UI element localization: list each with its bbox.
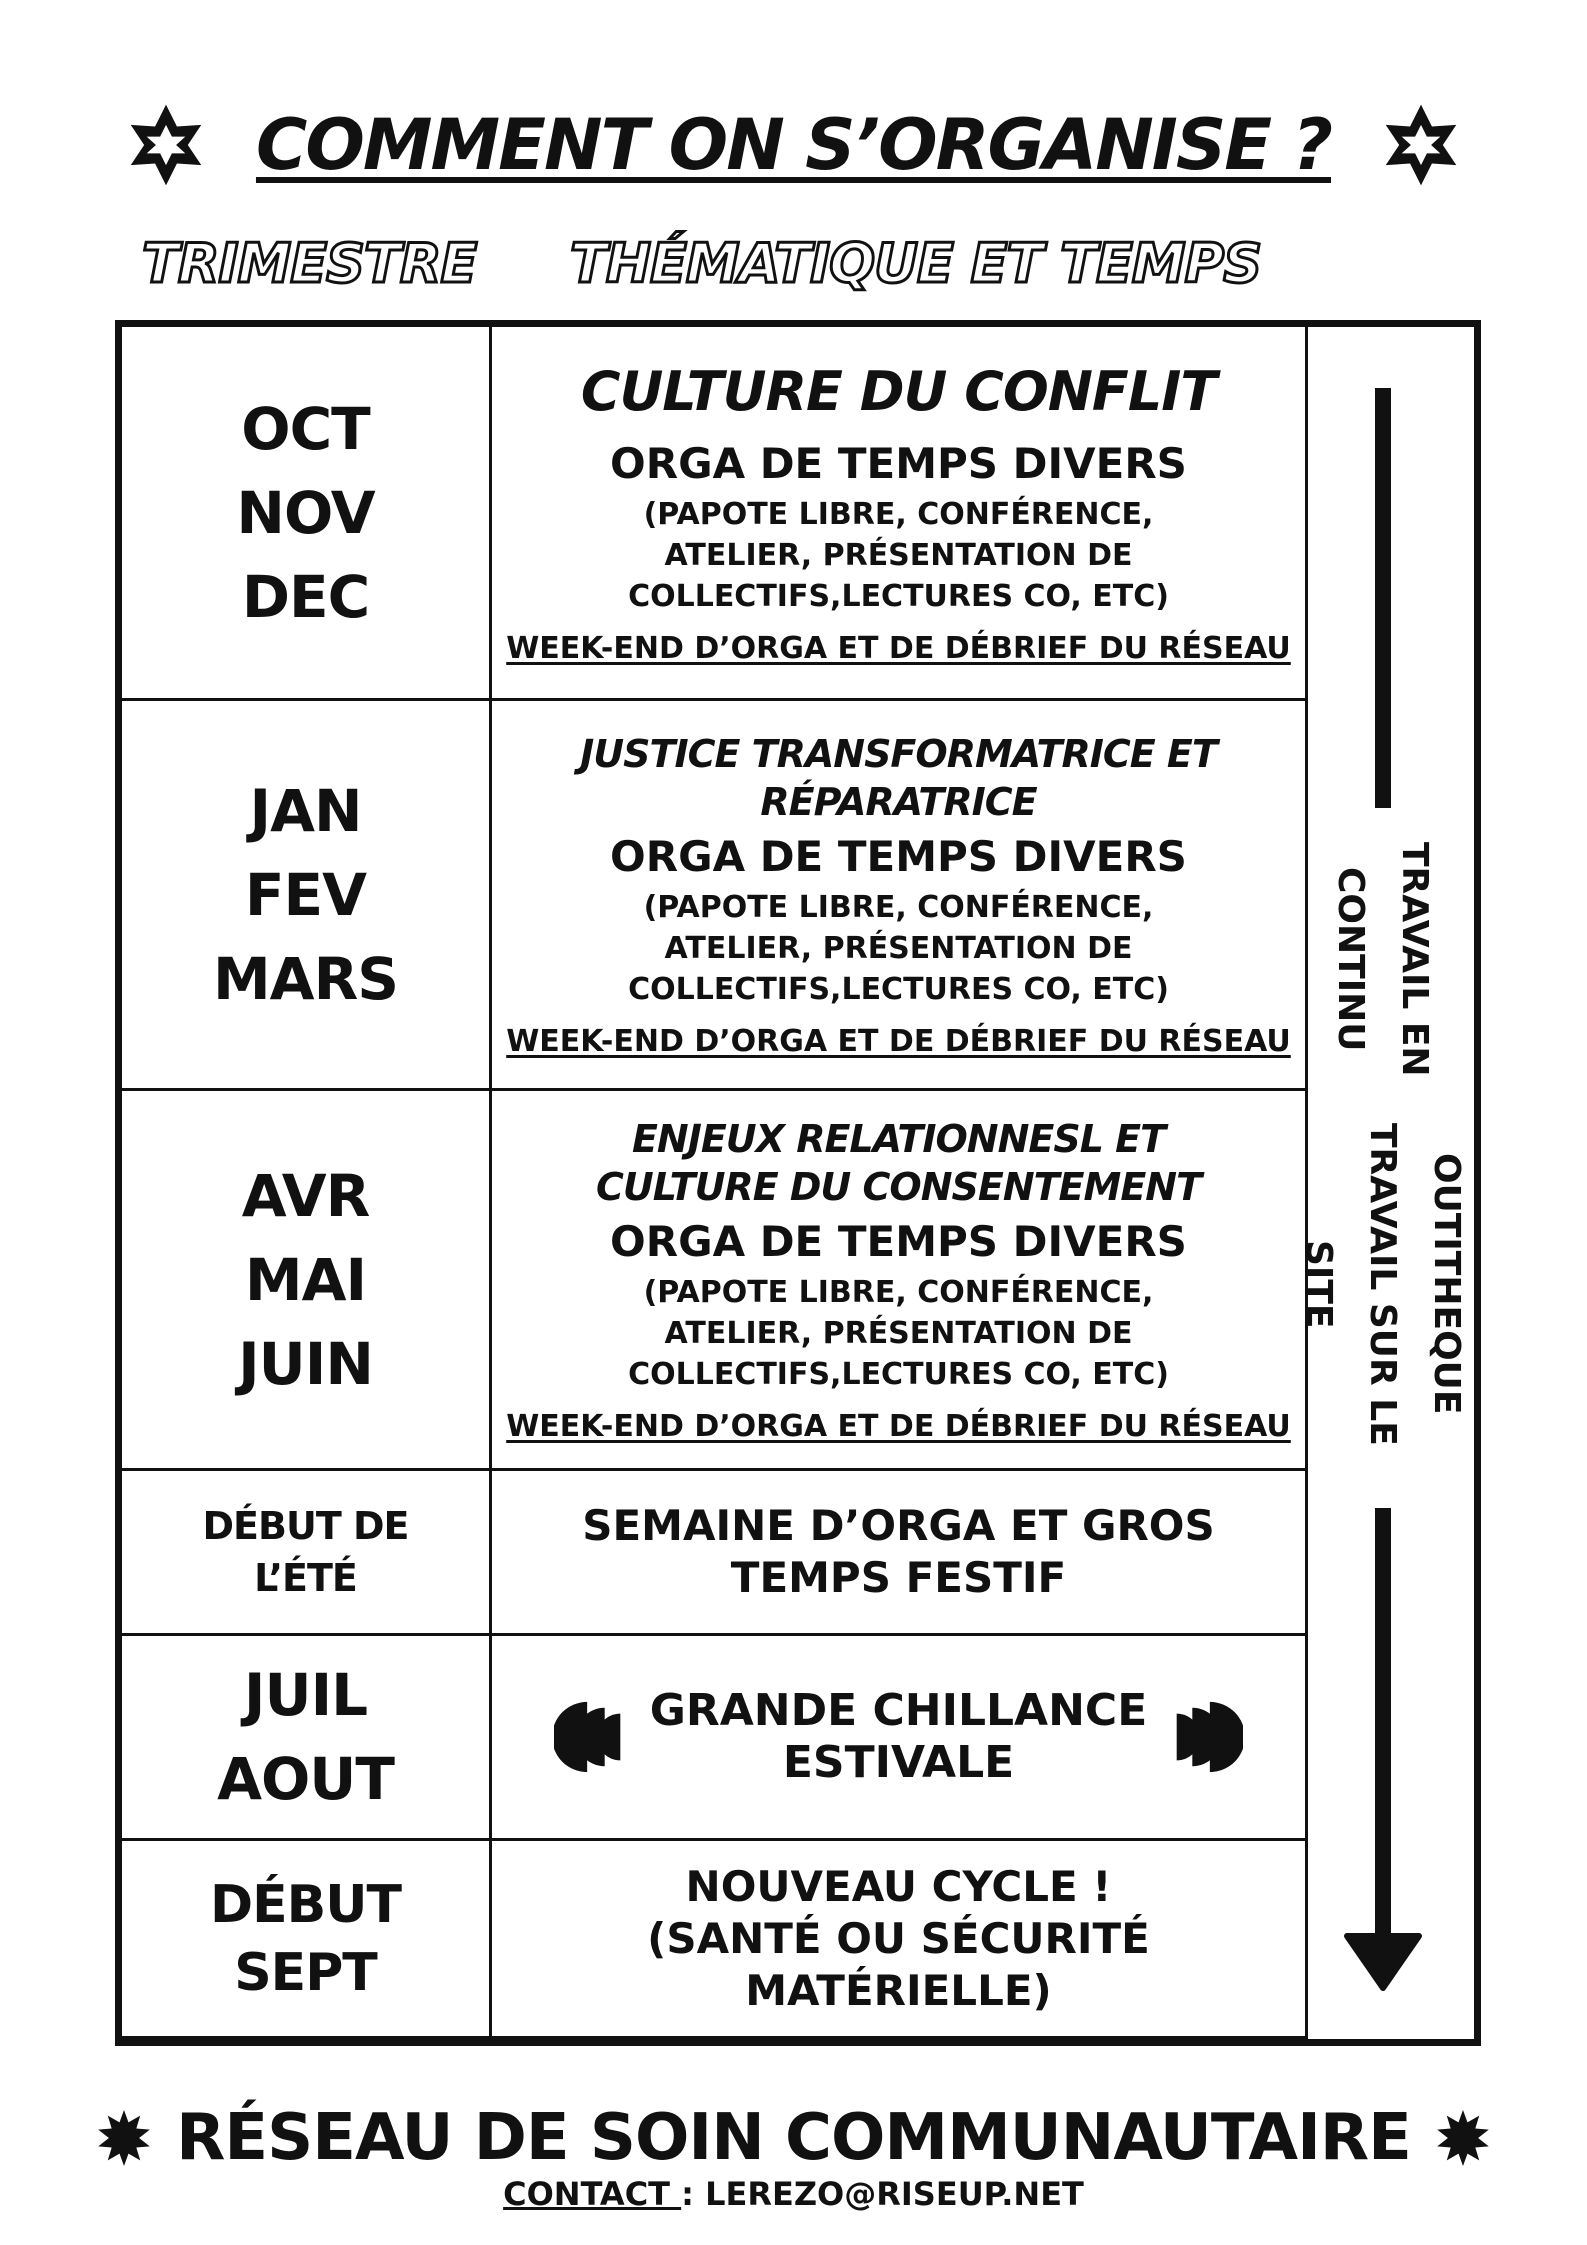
month-label: JAN: [249, 776, 362, 845]
theme-title: JUSTICE TRANSFORMATRICE ET: [580, 732, 1217, 776]
event-text: NOUVEAU CYCLE !: [685, 1861, 1112, 1911]
event-text: TEMPS FESTIF: [730, 1553, 1067, 1602]
schedule-table: [115, 320, 1481, 2046]
table-row: [122, 1091, 1305, 1471]
contact-email[interactable]: : LEREZO@RISEUP.NET: [681, 2175, 1084, 2213]
side-line: OUTITHEQUE TRAVAIL SUR LE SITE: [1298, 1122, 1467, 1446]
quarter-cell: [122, 1471, 492, 1633]
month-label: OCT: [241, 394, 370, 463]
table-row: [122, 1636, 1305, 1841]
contact-line: [0, 2175, 1587, 2213]
continuous-work-text: [1298, 835, 1467, 1485]
footer: [0, 2098, 1587, 2178]
theme-cell: [492, 1636, 1305, 1838]
burst-icon: [96, 2110, 152, 2166]
theme-title: CULTURE DU CONFLIT: [580, 359, 1217, 423]
theme-cell: [492, 1841, 1305, 2036]
arrow-shaft: [1375, 1508, 1391, 1948]
event-text: GRANDE CHILLANCE: [649, 1685, 1148, 1736]
month-label: JUIL: [243, 1661, 368, 1729]
month-label: SEPT: [234, 1942, 377, 2003]
quarter-cell: [122, 327, 492, 698]
details-text: (PAPOTE LIBRE, CONFÉRENCE, ATELIER, PRÉSENTATION DE COLLECTIFS,LECTURES CO, ETC): [628, 496, 1169, 614]
theme-cell: [492, 701, 1305, 1088]
details-text: (PAPOTE LIBRE, CONFÉRENCE, ATELIER, PRÉSENTATION DE COLLECTIFS,LECTURES CO, ETC): [628, 890, 1169, 1007]
quarter-cell: [122, 701, 492, 1088]
orga-label: ORGA DE TEMPS DIVERS: [610, 1217, 1187, 1266]
month-label: FEV: [244, 860, 367, 929]
table-row: [122, 701, 1305, 1091]
half-circle-wings-icon: [554, 1697, 632, 1777]
table-row: [122, 327, 1305, 701]
month-label: DÉBUT DE: [202, 1504, 409, 1548]
table-row: [122, 1471, 1305, 1636]
chillance-block: [554, 1685, 1244, 1789]
week-end-text: WEEK-END D’ORGA ET DE DÉBRIEF DU RÉSEAU: [506, 1409, 1291, 1444]
month-label: MARS: [212, 944, 399, 1013]
week-end-text: WEEK-END D’ORGA ET DE DÉBRIEF DU RÉSEAU: [506, 1024, 1291, 1059]
side-line: TRAVAIL EN CONTINU: [1330, 841, 1435, 1077]
week-end-text: WEEK-END D’ORGA ET DE DÉBRIEF DU RÉSEAU: [506, 630, 1291, 666]
event-text: (SANTÉ OU SÉCURITÉ: [647, 1913, 1150, 1963]
burst-icon: [1435, 2110, 1491, 2166]
event-text: MATÉRIELLE): [745, 1965, 1052, 2015]
month-label: AVR: [241, 1161, 370, 1230]
theme-cell: [492, 1091, 1305, 1468]
contact-label: CONTACT: [503, 2175, 682, 2213]
month-label: NOV: [236, 478, 375, 547]
column-header-thematique: THÉMATIQUE ET TEMPS: [570, 232, 1262, 295]
quarter-cell: [122, 1841, 492, 2036]
column-header-trimestre: TRIMESTRE: [142, 232, 477, 295]
month-label: L’ÉTÉ: [254, 1556, 357, 1600]
table-row: [122, 1841, 1305, 2039]
star-icon: [1379, 103, 1463, 187]
quarter-cell: [122, 1636, 492, 1838]
star-icon: [124, 103, 208, 187]
month-label: MAI: [244, 1245, 367, 1314]
theme-cell: [492, 1471, 1305, 1633]
event-text: ESTIVALE: [782, 1737, 1015, 1788]
quarter-cell: [122, 1091, 492, 1468]
title-row: [0, 90, 1587, 200]
month-label: AOUT: [217, 1745, 394, 1813]
network-name: RÉSEAU DE SOIN COMMUNAUTAIRE: [176, 2101, 1411, 2175]
orga-label: ORGA DE TEMPS DIVERS: [610, 438, 1187, 488]
theme-title: ENJEUX RELATIONNESL ET: [631, 1117, 1166, 1161]
details-text: (PAPOTE LIBRE, CONFÉRENCE, ATELIER, PRÉSENTATION DE COLLECTIFS,LECTURES CO, ETC): [628, 1275, 1169, 1392]
down-arrow-icon: [1343, 1932, 1423, 1992]
page-title: COMMENT ON S’ORGANISE ?: [255, 104, 1332, 186]
month-label: DEC: [241, 562, 370, 631]
orga-label: ORGA DE TEMPS DIVERS: [610, 832, 1187, 881]
theme-title: RÉPARATRICE: [760, 780, 1037, 824]
event-text: SEMAINE D’ORGA ET GROS: [582, 1501, 1215, 1550]
month-label: JUIN: [238, 1329, 373, 1398]
theme-title: CULTURE DU CONSENTEMENT: [595, 1165, 1202, 1209]
month-label: DÉBUT: [209, 1874, 401, 1935]
half-circle-wings-icon: [1165, 1697, 1243, 1777]
arrow-shaft: [1375, 388, 1391, 808]
theme-cell: [492, 327, 1305, 698]
